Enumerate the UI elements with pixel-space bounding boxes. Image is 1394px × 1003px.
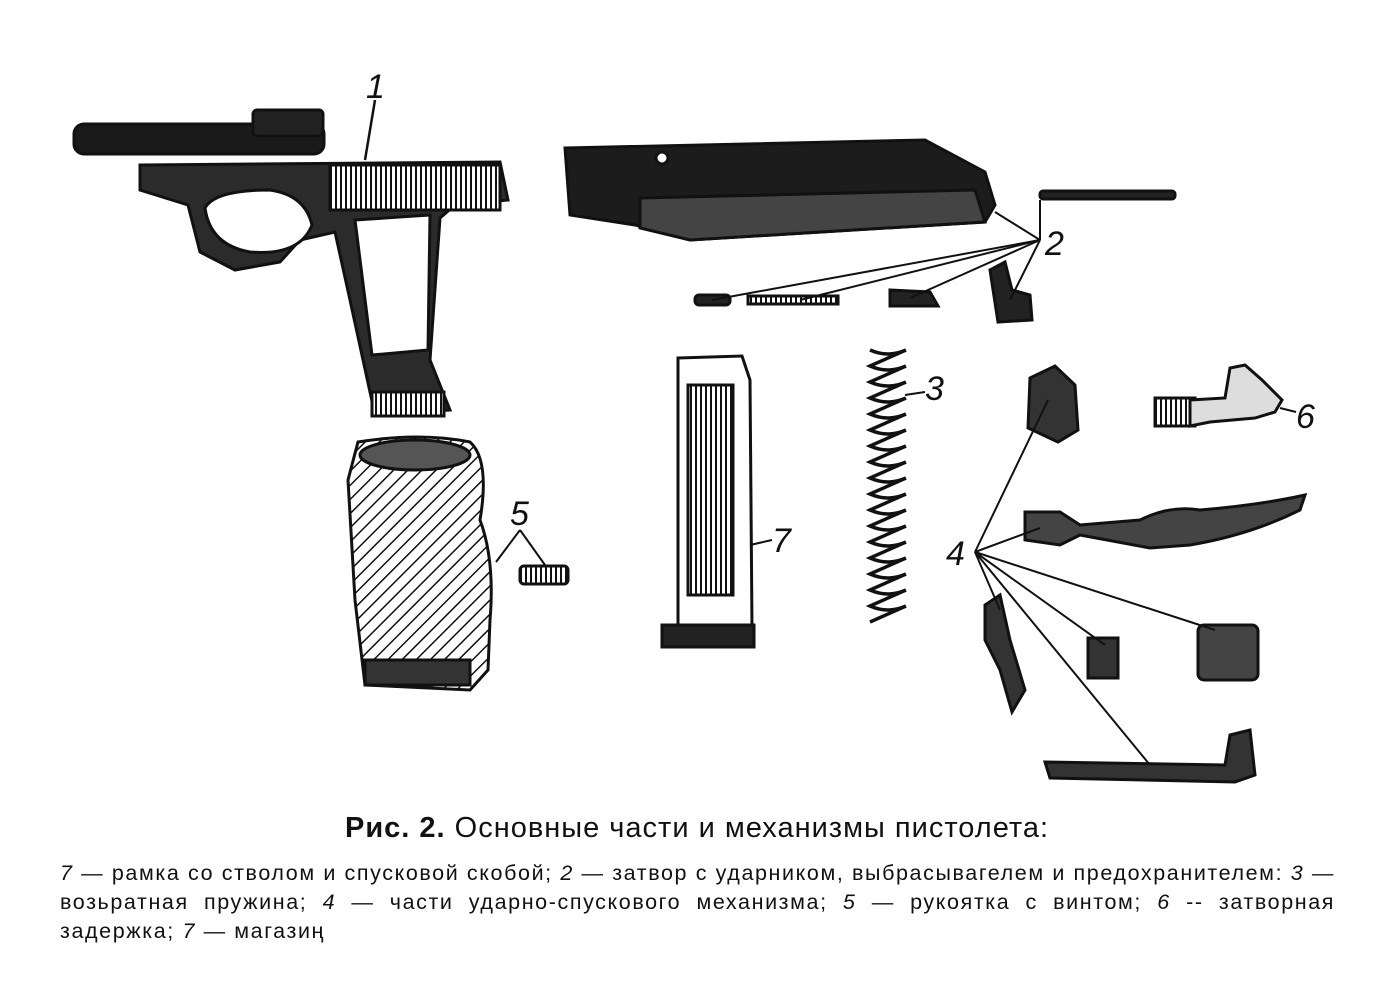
legend-text: -- затворная задержка; [60,890,1336,943]
sear [1025,495,1305,548]
legend-num: 7 [60,861,74,885]
legend-text: — рукоятка с винтом; [871,890,1142,914]
hammer [1028,366,1078,442]
magazine [662,356,754,647]
slide-stop [1155,365,1282,426]
legend-num: 3 [1290,861,1305,885]
legend-text: — рамка со стволом и спусковой скобой; [81,861,553,885]
callout-1: 1 [366,68,385,106]
recoil-spring [870,350,906,622]
extractor-part [890,290,938,306]
figure-caption [0,812,1394,943]
spring-part [748,296,838,304]
caption-legend [60,859,1335,946]
legend-text: — возьратная пружина; [60,861,1336,914]
callout-6: 6 [1296,398,1315,436]
callout-4: 4 [946,535,965,573]
legend-num: 5 [842,890,857,914]
frame-with-barrel [74,110,508,416]
caption-prefix: Рис. 2. [344,812,446,844]
callout-leader-7 [750,540,772,545]
legend-text: — части ударно-спускового механизма; [351,890,828,914]
legend-num: 7 [182,919,197,943]
trigger-mechanism-parts [985,366,1305,782]
callout-3: 3 [925,370,944,408]
callout-leader-5 [496,530,545,565]
caption-title [0,812,1394,845]
safety-part [990,262,1032,322]
trigger-rod [1045,730,1255,782]
callout-7: 7 [772,522,791,560]
legend-num: 6 [1157,890,1171,914]
grip-screw [520,566,568,584]
legend-text: — затвор с ударником, выбрасывагелем и предохранителем: [581,861,1284,885]
caption-title-text: Основные части и механизмы пистолета: [454,812,1049,844]
callout-leader-6 [1280,408,1296,412]
callout-leader-3 [905,392,925,395]
firing-pin [1040,191,1175,199]
callout-5: 5 [510,495,529,533]
trigger [985,595,1025,712]
legend-text: — магазиң [203,919,326,943]
callout-2: 2 [1045,225,1064,263]
legend-num: 2 [560,861,574,885]
slide [565,140,995,240]
grip [348,437,491,690]
callout-leader-1 [365,100,375,160]
hammer-block [1198,625,1258,680]
legend-num: 4 [322,890,337,914]
